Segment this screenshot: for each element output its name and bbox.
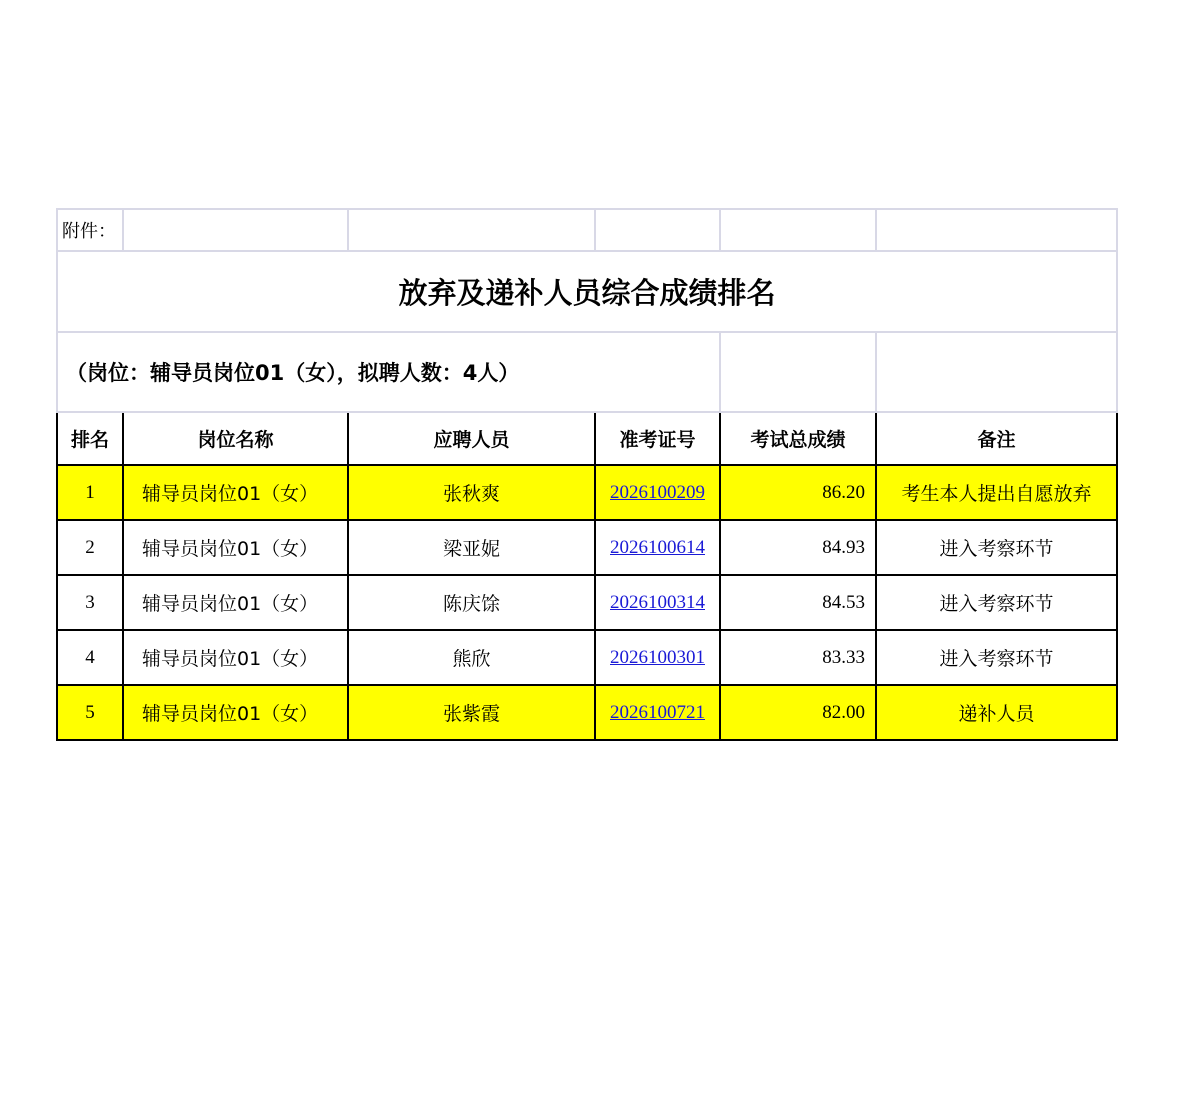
score-cell: 84.93	[720, 520, 876, 575]
header-score: 考试总成绩	[720, 412, 876, 465]
exam-id-cell	[595, 465, 720, 520]
applicant-cell: 张紫霞	[348, 685, 595, 740]
post-cell: 辅导员岗位01（女）	[123, 685, 348, 740]
table-header-row	[57, 412, 1117, 465]
score-cell: 82.00	[720, 685, 876, 740]
exam-id-cell	[595, 520, 720, 575]
title-row	[57, 251, 1117, 332]
score-cell: 83.33	[720, 630, 876, 685]
attachment-row	[57, 209, 1117, 251]
exam-id-cell	[595, 685, 720, 740]
exam-id-link[interactable]: 2026100614	[610, 536, 705, 558]
empty-cell	[348, 209, 595, 251]
exam-id-cell	[595, 630, 720, 685]
post-cell: 辅导员岗位01（女）	[123, 630, 348, 685]
header-post: 岗位名称	[123, 412, 348, 465]
rank-cell: 3	[57, 575, 123, 630]
applicant-cell: 张秋爽	[348, 465, 595, 520]
ranking-sheet	[56, 208, 1118, 741]
page-title: 放弃及递补人员综合成绩排名	[57, 251, 1117, 332]
note-cell: 进入考察环节	[876, 575, 1117, 630]
exam-id-cell	[595, 575, 720, 630]
empty-cell	[876, 209, 1117, 251]
header-applicant: 应聘人员	[348, 412, 595, 465]
position-info: （岗位：辅导员岗位01（女），拟聘人数：4人）	[57, 332, 720, 412]
header-note: 备注	[876, 412, 1117, 465]
post-cell: 辅导员岗位01（女）	[123, 465, 348, 520]
applicant-cell: 陈庆馀	[348, 575, 595, 630]
rank-cell: 1	[57, 465, 123, 520]
note-cell: 进入考察环节	[876, 630, 1117, 685]
note-cell: 递补人员	[876, 685, 1117, 740]
rank-cell: 5	[57, 685, 123, 740]
post-cell: 辅导员岗位01（女）	[123, 520, 348, 575]
header-rank: 排名	[57, 412, 123, 465]
exam-id-link[interactable]: 2026100301	[610, 646, 705, 668]
position-row	[57, 332, 1117, 412]
score-cell: 84.53	[720, 575, 876, 630]
table-row	[57, 575, 1117, 630]
table-row	[57, 465, 1117, 520]
post-cell: 辅导员岗位01（女）	[123, 575, 348, 630]
rank-cell: 2	[57, 520, 123, 575]
table-row	[57, 685, 1117, 740]
applicant-cell: 梁亚妮	[348, 520, 595, 575]
attachment-label: 附件：	[57, 209, 123, 251]
exam-id-link[interactable]: 2026100721	[610, 701, 705, 723]
rank-cell: 4	[57, 630, 123, 685]
empty-cell	[123, 209, 348, 251]
header-exam-id: 准考证号	[595, 412, 720, 465]
exam-id-link[interactable]: 2026100209	[610, 481, 705, 503]
table-row	[57, 630, 1117, 685]
note-cell: 考生本人提出自愿放弃	[876, 465, 1117, 520]
table-row	[57, 520, 1117, 575]
empty-cell	[876, 332, 1117, 412]
empty-cell	[595, 209, 720, 251]
applicant-cell: 熊欣	[348, 630, 595, 685]
exam-id-link[interactable]: 2026100314	[610, 591, 705, 613]
empty-cell	[720, 332, 876, 412]
score-cell: 86.20	[720, 465, 876, 520]
empty-cell	[720, 209, 876, 251]
note-cell: 进入考察环节	[876, 520, 1117, 575]
